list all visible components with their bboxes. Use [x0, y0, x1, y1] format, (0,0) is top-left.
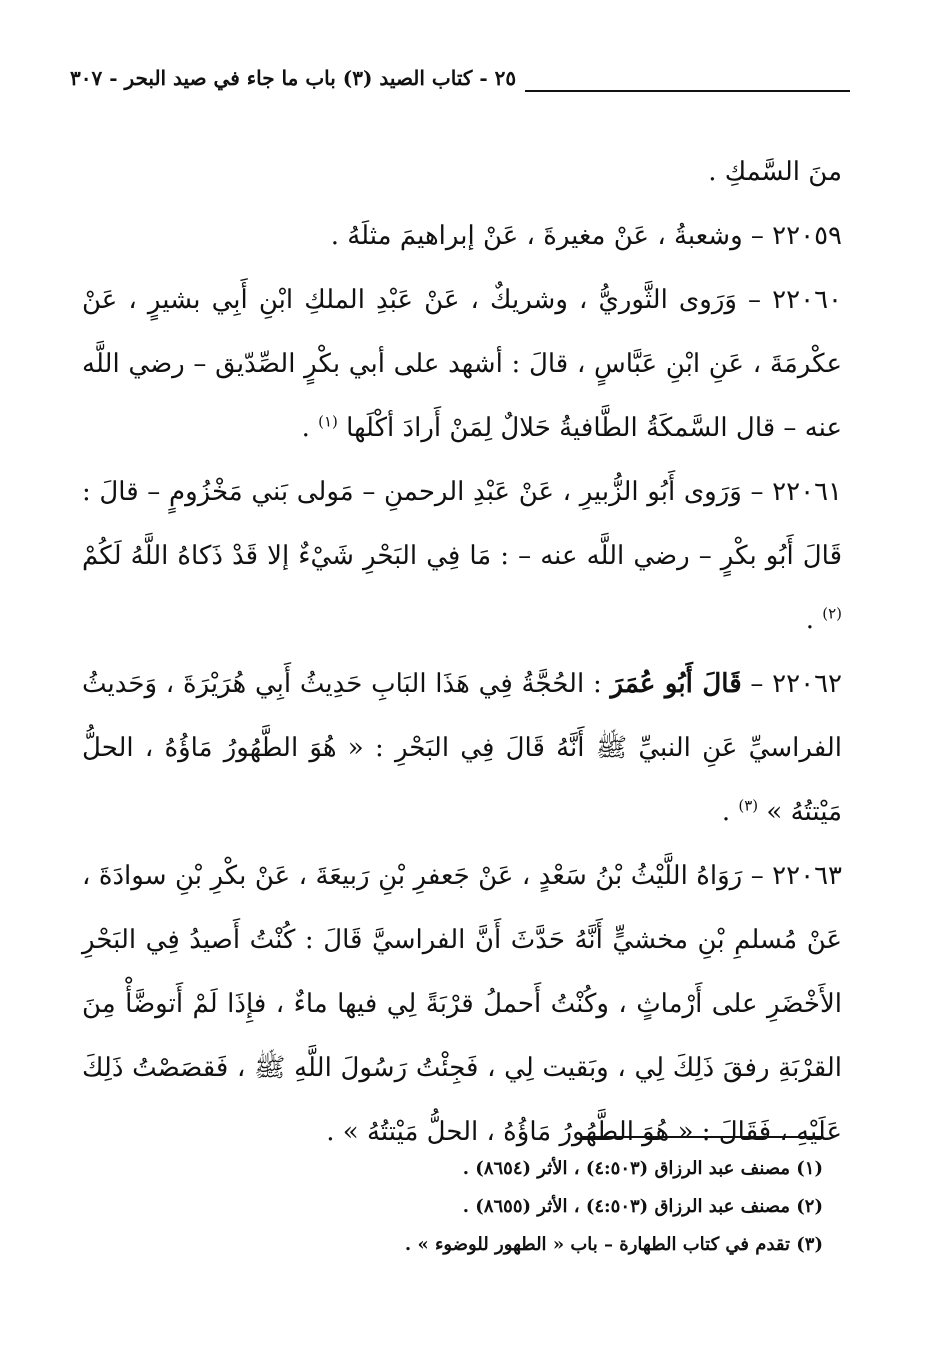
- hadith-number: ٢٢٠٥٩: [772, 221, 842, 251]
- paragraph-22062: ٢٢٠٦٢ – قَالَ أَبُو عُمَرَ : الحُجَّةُ فِي هَذَا البَابِ حَدِيثُ أَبِي هُرَيْرَةَ ، وَحَديثُ الفراسيِّ عَنِ النبيِّ ﷺ أَنَّهُ قَالَ فِي البَحْرِ : « هُوَ الطَّهُورُ مَاؤُهُ ، الحلُّ مَيْتتُهُ » $^{(٣)}$ .: [82, 669, 842, 827]
- header-title: ٢٥ - كتاب الصيد (٣) باب ما جاء في صيد البحر - ٣٠٧: [70, 66, 517, 90]
- footnote-marker: (٢): [822, 604, 842, 623]
- paragraph-end: .: [805, 605, 823, 635]
- paragraph-continuation: [82, 140, 842, 204]
- running-header: [70, 62, 850, 102]
- hadith-number: ٢٢٠٦٢: [772, 669, 842, 699]
- paragraph-text: : الحُجَّةُ فِي هَذَا البَابِ حَدِيثُ أَبِي هُرَيْرَةَ ، وَحَديثُ الفراسيِّ عَنِ النبيِّ ﷺ أَنَّهُ قَالَ فِي البَحْرِ : « هُوَ الطَّهُورُ مَاؤُهُ ، الحلُّ مَيْتتُهُ »: [82, 669, 842, 827]
- hadith-number: ٢٢٠٦٠: [772, 285, 842, 315]
- footnote-marker: (١): [318, 412, 338, 431]
- footnote-1: (١) مصنف عبد الرزاق (٤:٥٠٣) ، الأثر (٨٦٥٤) .: [462, 1158, 823, 1179]
- main-text: [82, 140, 842, 1164]
- paragraph-text: – وَرَوى الثَّوريُّ ، وشريكٌ ، عَنْ عَبْدِ الملكِ ابْنِ أَبِي بشيرٍ ، عَنْ عكْرمَةَ ، عَنِ ابْنِ عَبَّاسٍ ، قالَ : أشهد على أبي بكْرٍ الصِّدّيق – رضي اللَّه عنه – قال السَّمكَةُ الطَّافيةُ حَلالٌ لِمَنْ أَرادَ أكْلَها: [82, 285, 842, 443]
- footnote-3: (٣) تقدم في كتاب الطهارة – باب « الطهور للوضوء » .: [404, 1234, 823, 1255]
- footnote-marker: (٣): [738, 796, 759, 815]
- hadith-number: ٢٢٠٦٣: [772, 861, 842, 891]
- paragraph-end: .: [721, 797, 739, 827]
- paragraph-22061: [82, 460, 842, 652]
- header-rule: [525, 90, 850, 92]
- paragraph-end: .: [301, 413, 319, 443]
- hadith-number: ٢٢٠٦١: [772, 477, 842, 507]
- footnotes: [223, 1150, 823, 1264]
- speaker-label: قَالَ أَبُو عُمَرَ: [610, 669, 742, 699]
- paragraph-text: – وشعبةُ ، عَنْ مغيرةَ ، عَنْ إبراهيمَ مثلَهُ .: [330, 221, 773, 251]
- paragraph-text: – رَوَاهُ اللَّيْثُ بْنُ سَعْدٍ ، عَنْ جَعفرِ بْنِ رَبيعَةَ ، عَنْ بكْرِ بْنِ سوادَةَ ، عَنْ مُسلمِ بْنِ مخشيٍّ أَنَّهُ حَدَّثَ أَنَّ الفراسيَّ قَالَ : كُنْتُ أَصيدُ فِي البَحْرِ الأَخْضَرِ على أَرْماثٍ ، وكُنْتُ أَحملُ قرْبَةً لِي فيها ماءٌ ، فإِذَا لَمْ أَتوضَّأْ مِنَ القرْبَةِ رفقَ ذَلِكَ لِي ، وبَقيت لِي ، فَجِئْتُ رَسُولَ اللَّهِ ﷺ ، فَقصَصْتُ ذَلِكَ عَلَيْهِ ، فَقَالَ : « هُوَ الطَّهُورُ مَاؤُهُ ، الحلُّ مَيْتتُهُ » .: [82, 861, 842, 1147]
- paragraph-22060: [82, 268, 842, 460]
- footnote-rule: [581, 1136, 823, 1138]
- paragraph-22063: [82, 844, 842, 1164]
- footnote-2: (٢) مصنف عبد الرزاق (٤:٥٠٣) ، الأثر (٨٦٥٥) .: [462, 1196, 823, 1217]
- paragraph-text: منَ السَّمكِ .: [708, 157, 842, 187]
- paragraph-22059: [82, 204, 842, 268]
- paragraph-text: – وَرَوى أَبُو الزُّبيرِ ، عَنْ عَبْدِ الرحمنِ – مَولى بَني مَخْزُومٍ – قالَ : قَالَ أَبُو بكْرٍ – رضي اللَّه عنه – : مَا فِي البَحْرِ شَيْءٌ إلا قَدْ ذَكاهُ اللَّهُ لَكُمْ: [82, 477, 842, 571]
